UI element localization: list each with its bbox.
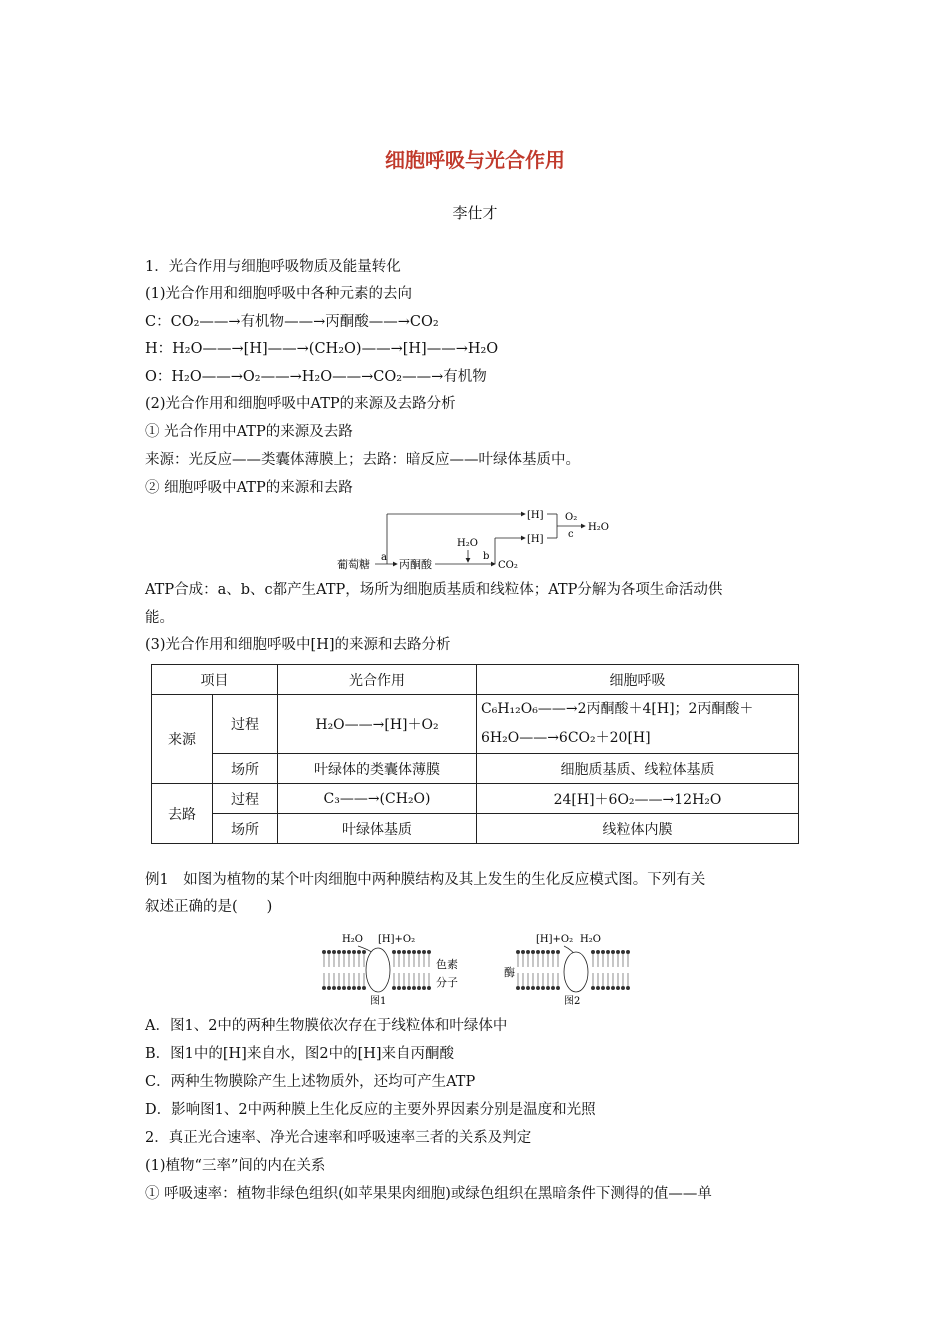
o2-label: O₂ — [565, 512, 578, 523]
respiration-rate-text: ① 呼吸速率：植物非绿色组织(如苹果果肉细胞)或绿色组织在黑暗条件下测得的值——单 — [145, 1186, 712, 1202]
row-group-label: 来源 — [152, 695, 213, 784]
table-cell — [477, 695, 799, 754]
lipid-head — [332, 950, 336, 954]
resp-formula-line-1: C₆H₁₂O₆——→2丙酮酸＋4[H]；2丙酮酸＋ — [481, 701, 754, 717]
h-source-sink-table — [151, 664, 799, 844]
row-group-label: 去路 — [152, 784, 213, 844]
lipid-head — [417, 986, 421, 990]
chain-item: H₂O — [301, 369, 333, 385]
table-header-cell: 项目 — [152, 665, 278, 695]
lipid-head — [521, 950, 525, 954]
atp-synthesis-text-1: ATP合成：a、b、c都产生ATP，场所为细胞质基质和线粒体；ATP分解为各项生命活动供 — [145, 582, 723, 598]
section-heading-1: 1．光合作用与细胞呼吸物质及能量转化 — [145, 259, 401, 275]
h-top-label: [H] — [527, 510, 544, 521]
lipid-head — [337, 950, 341, 954]
lipid-head — [412, 950, 416, 954]
lipid-head — [397, 986, 401, 990]
lipid-head — [322, 986, 326, 990]
dash-arrow: ——→ — [201, 369, 243, 385]
subheading-h-analysis: (3)光合作用和细胞呼吸中[H]的来源和去路分析 — [145, 637, 451, 653]
dash-arrow: ——→ — [284, 314, 326, 330]
option-b: B．图1中的[H]来自水，图2中的[H]来自丙酮酸 — [145, 1046, 455, 1062]
dash-arrow: ——→ — [426, 341, 468, 357]
page-title: 细胞呼吸与光合作用 — [385, 148, 565, 172]
figure-2-membrane — [504, 934, 630, 1007]
chain-item: H₂O — [172, 341, 203, 357]
lipid-head — [402, 986, 406, 990]
lipid-head — [551, 950, 555, 954]
atp-synthesis-text-2: 能。 — [145, 610, 174, 626]
oxygen-flow-line — [145, 367, 487, 387]
row-label: 场所 — [213, 754, 278, 784]
lipid-head — [422, 950, 426, 954]
lipid-head — [337, 986, 341, 990]
lipid-head — [536, 950, 540, 954]
chain-item: 有机物 — [443, 369, 487, 385]
lipid-head — [531, 986, 535, 990]
membrane-figures — [318, 928, 638, 1008]
option-d: D．影响图1、2中两种膜上生化反应的主要外界因素分别是温度和光照 — [145, 1102, 596, 1118]
step-a-label: a — [381, 552, 387, 563]
table-row — [152, 814, 799, 844]
lipid-head — [591, 986, 595, 990]
row-label: 场所 — [213, 814, 278, 844]
dash-arrow: ——→ — [332, 369, 374, 385]
lipid-head — [427, 986, 431, 990]
lipid-head — [352, 950, 356, 954]
table-row — [152, 695, 799, 754]
chain-item: 有机物 — [240, 314, 285, 330]
pyruvate-label: 丙酮酸 — [399, 558, 432, 571]
row-label: 过程 — [213, 784, 278, 814]
row-label: 过程 — [213, 695, 278, 754]
lipid-head — [606, 986, 610, 990]
lipid-head — [541, 950, 545, 954]
carbon-flow-line — [145, 312, 439, 332]
lipid-head — [322, 950, 326, 954]
lipid-head — [626, 986, 630, 990]
table-cell: 叶绿体的类囊体薄膜 — [278, 754, 477, 784]
section-heading-2: 2．真正光合速率、净光合速率和呼吸速率三者的关系及判定 — [145, 1130, 532, 1146]
lipid-head — [357, 950, 361, 954]
respiration-atp-diagram — [335, 502, 625, 576]
lipid-head — [392, 986, 396, 990]
lipid-head — [551, 986, 555, 990]
fig2-enzyme-label: 酶 — [504, 966, 515, 979]
dash-arrow: ——→ — [368, 314, 410, 330]
table-cell: C₃——→(CH₂O) — [278, 784, 477, 814]
chain-item: H₂O — [171, 369, 202, 385]
lipid-head — [546, 986, 550, 990]
example-question-2: 叙述正确的是( ) — [145, 899, 273, 915]
co2-label: CO₂ — [498, 560, 518, 571]
fig1-caption: 图1 — [370, 996, 387, 1007]
lipid-head — [611, 950, 615, 954]
subheading-atp-photo: ① 光合作用中ATP的来源及去路 — [145, 424, 353, 440]
fig1-product-label: [H]+O₂ — [378, 934, 416, 945]
glucose-label: 葡萄糖 — [337, 558, 370, 571]
chain-item: CO₂ — [170, 314, 200, 330]
lipid-head — [541, 986, 545, 990]
example-question-1: 例1 如图为植物的某个叶肉细胞中两种膜结构及其上发生的生化反应模式图。下列有关 — [145, 872, 706, 888]
lipid-head — [342, 950, 346, 954]
h2o-input-label: H₂O — [457, 538, 478, 549]
lipid-head — [407, 950, 411, 954]
table-cell: 24[H]＋6O₂——→12H₂O — [477, 784, 799, 814]
lipid-head — [516, 986, 520, 990]
lipid-head — [626, 950, 630, 954]
figure-1-membrane — [322, 934, 458, 1007]
lipid-head — [526, 986, 530, 990]
step-c-label: c — [568, 529, 574, 540]
lipid-head — [362, 986, 366, 990]
subheading-element-flow: (1)光合作用和细胞呼吸中各种元素的去向 — [145, 286, 413, 302]
table-cell: 叶绿体基质 — [278, 814, 477, 844]
lipid-head — [606, 950, 610, 954]
subheading-three-rates: (1)植物“三率”间的内在关系 — [145, 1158, 326, 1174]
oxygen-prefix: O： — [145, 369, 172, 385]
lipid-head — [596, 950, 600, 954]
table-row — [152, 754, 799, 784]
table-header-row — [152, 665, 799, 695]
chain-item: (CH₂O) — [308, 341, 362, 357]
atp-photo-text: 来源：光反应——类囊体薄膜上；去路：暗反应——叶绿体基质中。 — [145, 452, 580, 468]
option-c: C．两种生物膜除产生上述物质外，还均可产生ATP — [145, 1074, 476, 1090]
lipid-head — [407, 986, 411, 990]
lipid-head — [397, 950, 401, 954]
lipid-head — [601, 950, 605, 954]
author: 李仕才 — [452, 204, 498, 222]
subheading-atp-resp: ② 细胞呼吸中ATP的来源和去路 — [145, 480, 353, 496]
lipid-head — [332, 986, 336, 990]
lipid-head — [616, 986, 620, 990]
lipid-head — [347, 950, 351, 954]
dash-arrow: ——→ — [202, 341, 244, 357]
lipid-head — [616, 950, 620, 954]
chain-item: H₂O — [467, 341, 499, 357]
dash-arrow: ——→ — [260, 369, 302, 385]
chain-item: [H] — [402, 341, 427, 357]
lipid-head — [347, 986, 351, 990]
carbon-prefix: C： — [145, 314, 171, 330]
lipid-head — [357, 986, 361, 990]
chain-item: CO₂ — [373, 369, 403, 385]
step-b-label: b — [483, 551, 490, 562]
lipid-head — [352, 986, 356, 990]
table-cell: 细胞质基质、线粒体基质 — [477, 754, 799, 784]
lipid-head — [362, 950, 366, 954]
lipid-head — [427, 950, 431, 954]
table-cell: H₂O——→[H]＋O₂ — [278, 695, 477, 754]
lipid-head — [342, 986, 346, 990]
option-a: A．图1、2中的两种生物膜依次存在于线粒体和叶绿体中 — [145, 1018, 508, 1034]
lipid-head — [536, 986, 540, 990]
dash-arrow: ——→ — [402, 369, 444, 385]
table-header-cell: 细胞呼吸 — [477, 665, 799, 695]
hydrogen-prefix: H： — [145, 341, 173, 357]
chain-item: 丙酮酸 — [325, 314, 369, 330]
lipid-head — [392, 950, 396, 954]
dash-arrow: ——→ — [267, 341, 309, 357]
fig1-pigment-label-1: 色素 — [436, 958, 458, 971]
lipid-head — [621, 986, 625, 990]
lipid-head — [417, 950, 421, 954]
chain-item: [H] — [243, 341, 268, 357]
lipid-head — [526, 950, 530, 954]
lipid-head — [601, 986, 605, 990]
h2o-output-label: H₂O — [588, 522, 609, 533]
lipid-head — [412, 986, 416, 990]
table-header-cell: 光合作用 — [278, 665, 477, 695]
lipid-head — [531, 950, 535, 954]
lipid-head — [422, 986, 426, 990]
fig2-caption: 图2 — [564, 996, 581, 1007]
chain-item: CO₂ — [409, 314, 439, 330]
lipid-head — [516, 950, 520, 954]
lipid-head — [556, 986, 560, 990]
lipid-head — [521, 986, 525, 990]
hydrogen-flow-line — [145, 339, 498, 359]
subheading-atp: (2)光合作用和细胞呼吸中ATP的来源及去路分析 — [145, 396, 456, 412]
fig1-pigment-label-2: 分子 — [436, 976, 458, 989]
lipid-head — [327, 986, 331, 990]
fig1-h2o-label: H₂O — [342, 934, 363, 945]
fig2-reactant-label: [H]+O₂ — [536, 934, 574, 945]
h-mid-label: [H] — [527, 534, 544, 545]
table-cell: 线粒体内膜 — [477, 814, 799, 844]
dash-arrow: ——→ — [361, 341, 403, 357]
fig2-protein — [564, 952, 588, 992]
table-row — [152, 784, 799, 814]
fig2-h2o-label: H₂O — [580, 934, 601, 945]
lipid-head — [402, 950, 406, 954]
fig1-protein — [366, 948, 390, 992]
lipid-head — [546, 950, 550, 954]
dash-arrow: ——→ — [199, 314, 241, 330]
lipid-head — [611, 986, 615, 990]
lipid-head — [596, 986, 600, 990]
resp-formula-line-2: 6H₂O——→6CO₂＋20[H] — [481, 730, 651, 746]
lipid-head — [556, 950, 560, 954]
lipid-head — [621, 950, 625, 954]
lipid-head — [591, 950, 595, 954]
lipid-head — [327, 950, 331, 954]
chain-item: O₂ — [242, 369, 261, 385]
